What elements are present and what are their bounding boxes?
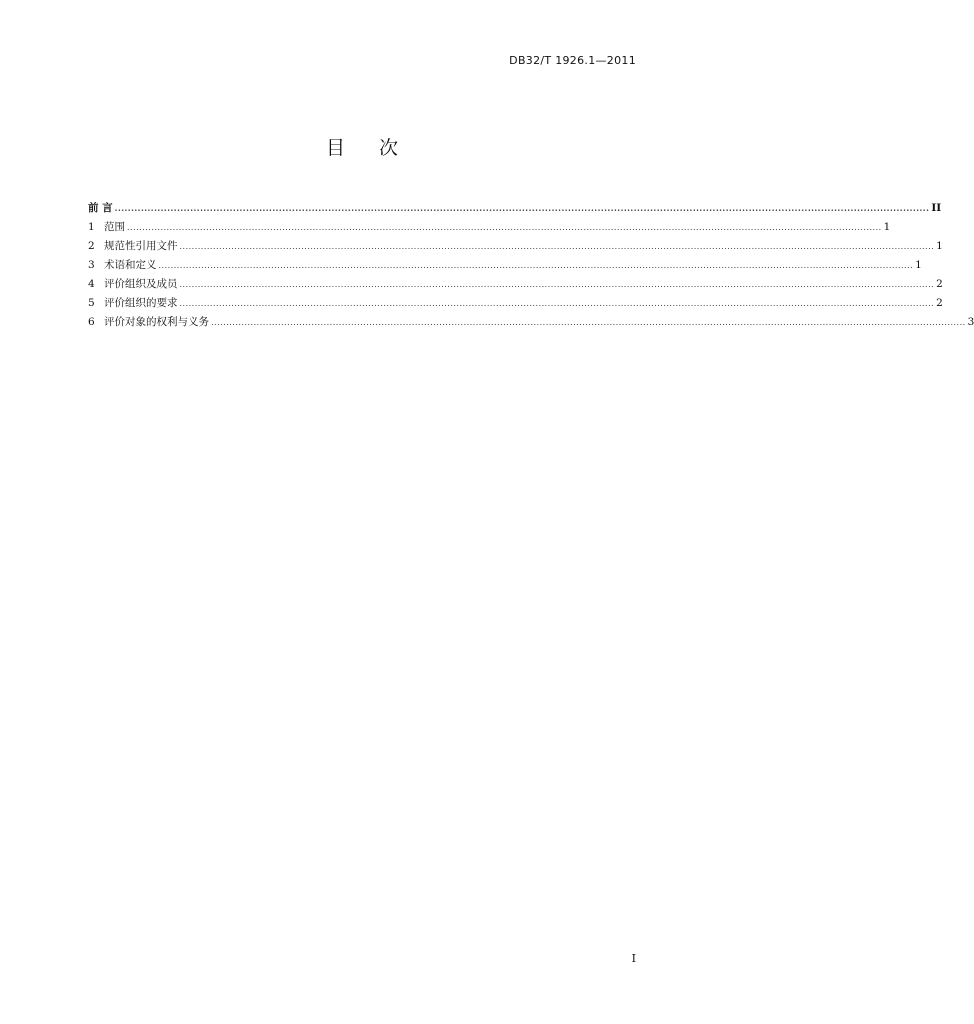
- toc-leader-dots: ........................................................................................................................................................................................................................................................: [114, 203, 930, 213]
- toc-leader-dots: ........................................................................................................................................................................................................................................................: [211, 318, 966, 327]
- toc-entry-page: 2: [936, 278, 943, 290]
- toc-entry-terms-definitions[interactable]: [88, 256, 922, 275]
- toc-entry-number: 6: [88, 316, 95, 328]
- toc-leader-dots: ........................................................................................................................................................................................................................................................: [179, 280, 935, 289]
- toc-entry-page: 1: [915, 259, 922, 271]
- toc-entry-foreword[interactable]: [88, 199, 942, 218]
- toc-entry-page: 1: [936, 240, 943, 252]
- toc-entry-label: 1 范围: [88, 218, 125, 237]
- toc-entry-scope[interactable]: [88, 218, 891, 237]
- table-of-contents: [88, 199, 974, 332]
- toc-entry-label: 前 言: [88, 202, 113, 214]
- toc-entry-page: 2: [936, 297, 943, 309]
- toc-entry-label: 3 术语和定义: [88, 256, 157, 275]
- toc-entry-label: 6 评价对象的权利与义务: [88, 313, 209, 332]
- toc-entry-label: 5 评价组织的要求: [88, 294, 178, 313]
- toc-entry-number: 2: [88, 240, 95, 252]
- page-number: I: [631, 952, 636, 965]
- toc-entry-organization-members[interactable]: [88, 275, 943, 294]
- toc-entry-organization-requirements[interactable]: [88, 294, 943, 313]
- toc-leader-dots: ........................................................................................................................................................................................................................................................: [179, 242, 935, 251]
- toc-entry-page: 1: [883, 221, 891, 233]
- document-code: DB32/T 1926.1—2011: [509, 54, 636, 67]
- toc-entry-number: 3: [88, 259, 95, 271]
- toc-entry-label: 2 规范性引用文件: [88, 237, 178, 256]
- toc-entry-number: 5: [88, 297, 95, 309]
- toc-entry-number: 1: [88, 221, 95, 233]
- toc-entry-page: 3: [967, 316, 974, 328]
- toc-entry-normative-references[interactable]: [88, 237, 943, 256]
- toc-entry-label: 4 评价组织及成员: [88, 275, 178, 294]
- toc-entry-number: 4: [88, 278, 95, 290]
- toc-entry-page: II: [931, 202, 942, 214]
- toc-leader-dots: ........................................................................................................................................................................................................................................................: [127, 223, 882, 232]
- toc-entry-rights-obligations[interactable]: [88, 313, 974, 332]
- toc-leader-dots: ........................................................................................................................................................................................................................................................: [158, 261, 914, 270]
- toc-leader-dots: ........................................................................................................................................................................................................................................................: [179, 299, 935, 308]
- page-title: 目次: [325, 137, 432, 159]
